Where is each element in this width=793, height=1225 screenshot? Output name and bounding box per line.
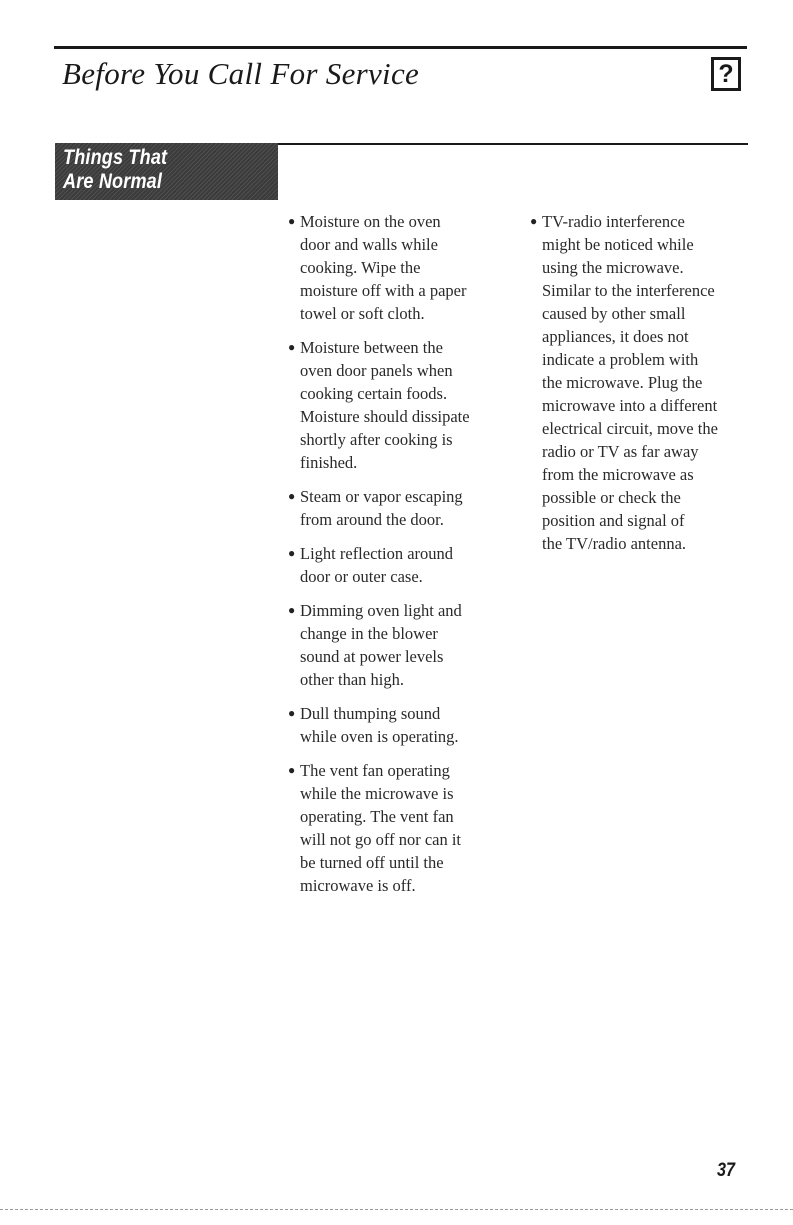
list-item-text-line: Similar to the interference — [542, 281, 715, 300]
list-item-text-line: door or outer case. — [300, 567, 423, 586]
list-item-text-line: might be noticed while — [542, 235, 694, 254]
list-item-text-line: towel or soft cloth. — [300, 304, 425, 323]
list-item-text-line: caused by other small — [542, 304, 686, 323]
list-item-text-line: microwave is off. — [300, 876, 416, 895]
page-bottom-edge — [0, 1209, 793, 1210]
list-item-text-line: while the microwave is — [300, 784, 454, 803]
list-item — [530, 210, 775, 555]
list-item-text-line: Moisture on the oven — [300, 212, 441, 231]
list-item-text-line: from around the door. — [300, 510, 444, 529]
list-item-text-line: shortly after cooking is — [300, 430, 453, 449]
page-number: 37 — [717, 1160, 735, 1181]
list-item-text-line: moisture off with a paper — [300, 281, 467, 300]
list-item — [288, 599, 513, 691]
list-item-text-line: Moisture between the — [300, 338, 443, 357]
bullet-icon: ● — [288, 546, 296, 560]
list-item-text-line: using the microwave. — [542, 258, 684, 277]
page-title: Before You Call For Service — [62, 56, 420, 91]
list-item — [288, 542, 513, 588]
section-rule — [278, 143, 748, 145]
list-item-text-line: operating. The vent fan — [300, 807, 454, 826]
list-item — [288, 759, 513, 897]
list-item-text-line: appliances, it does not — [542, 327, 689, 346]
question-mark-icon — [711, 57, 741, 91]
bullet-icon: ● — [288, 214, 296, 228]
list-item-text-line: door and walls while — [300, 235, 438, 254]
normal-things-list-right — [530, 210, 775, 566]
section-heading-line-2: Are Normal — [63, 170, 163, 193]
list-item-text-line: sound at power levels — [300, 647, 444, 666]
section-heading-line-1: Things That — [63, 146, 168, 169]
list-item-text-line: Light reflection around — [300, 544, 454, 563]
list-item-text-line: from the microwave as — [542, 465, 694, 484]
list-item — [288, 485, 513, 531]
list-item-text-line: Dimming oven light and — [300, 601, 462, 620]
list-item — [288, 702, 513, 748]
list-item-text-line: microwave into a different — [542, 396, 718, 415]
list-item — [288, 336, 513, 474]
list-item-text-line: The vent fan operating — [300, 761, 450, 780]
header-rule — [54, 46, 747, 49]
list-item-text-line: cooking certain foods. — [300, 384, 448, 403]
list-item-text-line: be turned off until the — [300, 853, 444, 872]
list-item-text-line: Moisture should dissipate — [300, 407, 470, 426]
normal-things-list-left — [288, 210, 513, 908]
bullet-icon: ● — [288, 706, 296, 720]
bullet-icon: ● — [288, 489, 296, 503]
list-item-text-line: cooking. Wipe the — [300, 258, 421, 277]
list-item-text-line: electrical circuit, move the — [542, 419, 718, 438]
list-item-text-line: the microwave. Plug the — [542, 373, 703, 392]
list-item-text-line: while oven is operating. — [300, 727, 459, 746]
bullet-icon: ● — [288, 340, 296, 354]
section-heading-tag — [55, 143, 278, 200]
bullet-icon: ● — [288, 763, 296, 777]
list-item-text-line: TV-radio interference — [542, 212, 685, 231]
list-item-text-line: possible or check the — [542, 488, 681, 507]
list-item-text-line: other than high. — [300, 670, 405, 689]
bullet-icon: ● — [530, 214, 538, 228]
list-item-text-line: Dull thumping sound — [300, 704, 441, 723]
list-item-text-line: position and signal of — [542, 511, 685, 530]
list-item-text-line: will not go off nor can it — [300, 830, 462, 849]
list-item-text-line: oven door panels when — [300, 361, 453, 380]
list-item-text-line: change in the blower — [300, 624, 438, 643]
bullet-icon: ● — [288, 603, 296, 617]
list-item-text-line: Steam or vapor escaping — [300, 487, 463, 506]
list-item — [288, 210, 513, 325]
list-item-text-line: finished. — [300, 453, 358, 472]
list-item-text-line: indicate a problem with — [542, 350, 699, 369]
list-item-text-line: the TV/radio antenna. — [542, 534, 687, 553]
question-mark-glyph: ? — [718, 59, 734, 88]
list-item-text-line: radio or TV as far away — [542, 442, 699, 461]
